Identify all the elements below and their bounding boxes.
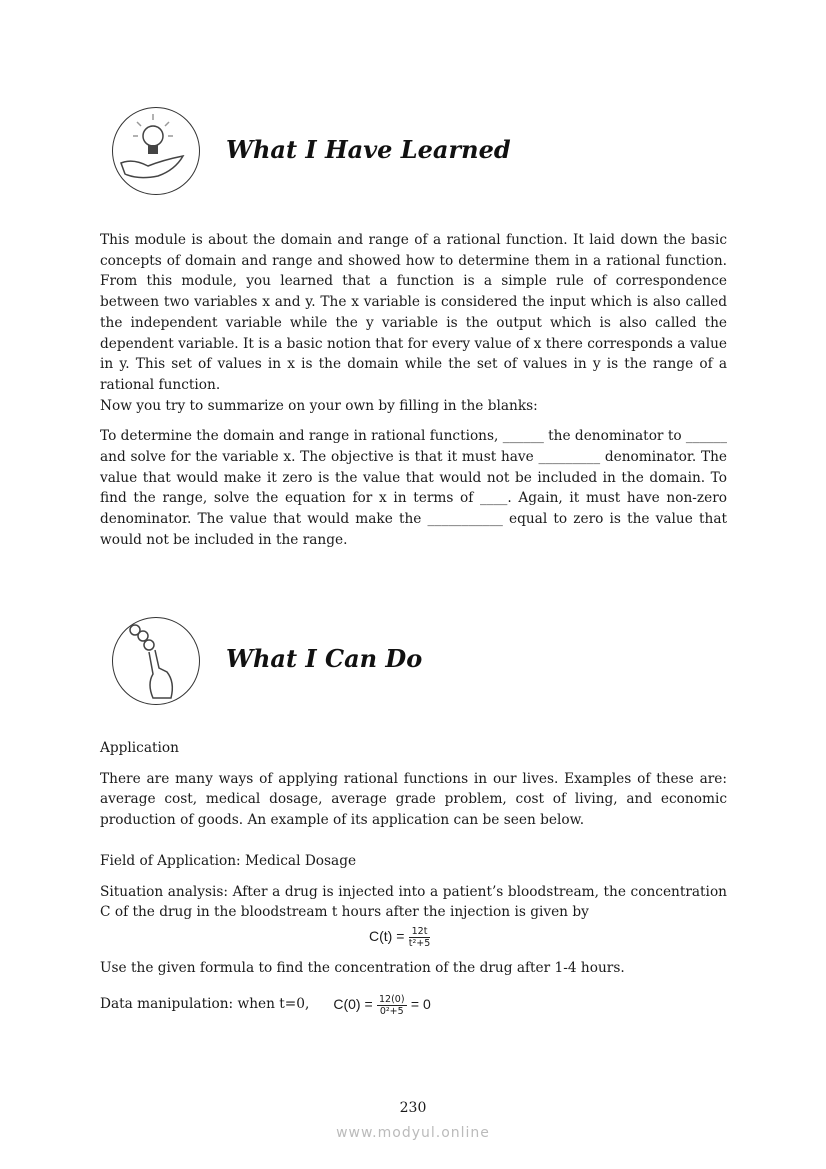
summary-paragraph: This module is about the domain and range of a rational function. It laid down the basic concepts of domain and range and showed how to determine them in a rational function. From this module, you learned that a function is a simple rule of correspondence between two variables x and y. The x variable is considered the input which is also called the independent variable while the y variable is the output which is also called the dependent variable. It is a basic notion that for every value of x there corresponds a value in y. This set of values in x is the domain while the set of values in y is the range of a rational function. — [100, 232, 727, 393]
section-heading-what-i-can-do: What I Can Do — [226, 644, 423, 673]
situation-analysis: Situation analysis: After a drug is injected into a patient’s bloodstream, the concentration C of the drug in the bloodstream t hours after the injection is given by — [100, 883, 727, 921]
formula-numerator: 12t — [409, 926, 431, 938]
formula-lhs: C(t) = — [369, 927, 405, 944]
data-manipulation-formula — [333, 991, 430, 1018]
instruction-text: Now you try to summarize on your own by filling in the blanks: — [100, 397, 538, 414]
manipulation-result: = 0 — [410, 995, 431, 1012]
field-of-application: Field of Application: Medical Dosage — [100, 852, 357, 869]
hand-gears-icon — [112, 617, 200, 705]
manipulation-denominator: 0²+5 — [379, 1005, 404, 1017]
fill-in-blanks-paragraph: To determine the domain and range in rational functions, ______ the denominator to ______ and solve for the variable x. The objective is that it must have _________ denominator. The value that would make it zero is the value that would not be included in the domain. To find the range, solve the equation for x in terms of ____. Again, it must have non-zero denominator. The value that would make the ___________ equal to zero is the value that would not be included in the range. — [100, 428, 727, 548]
section2-body — [100, 738, 727, 1018]
watermark: www.modyul.online — [336, 1125, 490, 1141]
application-subheading: Application — [100, 740, 179, 756]
formula-denominator: t²+5 — [408, 937, 431, 949]
manipulation-lhs: C(0) = — [333, 995, 373, 1012]
data-manipulation-label: Data manipulation: when t=0, — [100, 996, 310, 1013]
data-manipulation — [100, 991, 727, 1018]
lightbulb-hand-icon — [112, 107, 200, 195]
application-intro: There are many ways of applying rational functions in our lives. Examples of these are: average cost, medical dosage, average grade problem, cost of living, and economic production of goods. An example of its application can be seen below. — [100, 770, 727, 829]
page-number: 230 — [399, 1100, 427, 1116]
section1-body — [100, 230, 727, 551]
section-heading-what-i-have-learned: What I Have Learned — [226, 135, 511, 164]
manipulation-numerator: 12(0) — [378, 993, 405, 1005]
task-text: Use the given formula to find the concentration of the drug after 1-4 hours. — [100, 959, 625, 976]
concentration-formula — [100, 923, 727, 950]
